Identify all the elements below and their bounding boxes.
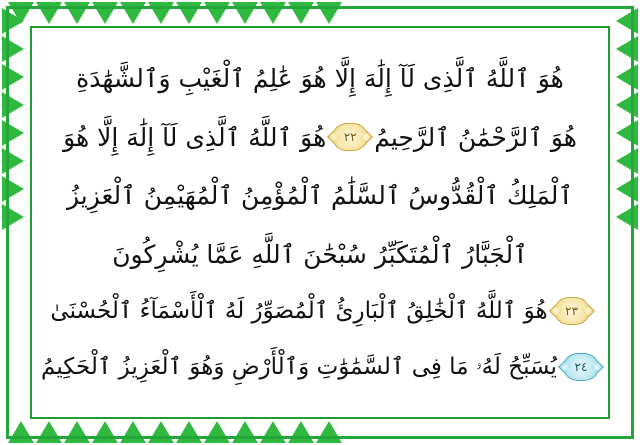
verse-text-block <box>41 36 596 409</box>
verse-marker-23 <box>554 297 590 325</box>
verse-marker-24 <box>563 353 599 381</box>
ayah-text-after: هُوَ ٱللَّهُ ٱلَّذِى لَآ إِلَٰهَ إِلَّا هُوَ <box>63 122 327 152</box>
ayah-line-2 <box>44 122 596 153</box>
ayah-text-before: هُوَ ٱلرَّحْمَٰنُ ٱلرَّحِيمُ <box>374 122 577 152</box>
ayah-line-4 <box>44 239 596 270</box>
ayah-line-1 <box>44 63 596 94</box>
ayah-line-5 <box>44 297 596 326</box>
verse-number: ٢٣ <box>565 303 579 318</box>
ayah-line-3 <box>44 180 596 211</box>
verse-marker-22 <box>332 123 368 151</box>
ayah-text-after: يُسَبِّحُ لَهُۥ مَا فِى ٱلسَّمَٰوَٰتِ وَٱلْأَرْضِ وَهُوَ ٱلْعَزِيزُ ٱلْحَكِيمُ <box>41 353 557 380</box>
ayah-text-after: هُوَ ٱللَّهُ ٱلْخَٰلِقُ ٱلْبَارِئُ ٱلْمُصَوِّرُ لَهُ ٱلْأَسْمَآءُ ٱلْحُسْنَىٰ <box>50 298 548 325</box>
ayah-text: ٱلْجَبَّارُ ٱلْمُتَكَبِّرُ سُبْحَٰنَ ٱللَّهِ عَمَّا يُشْرِكُونَ <box>112 239 528 269</box>
verse-number: ٢٤ <box>574 359 588 374</box>
ayah-text: هُوَ ٱللَّهُ ٱلَّذِى لَآ إِلَٰهَ إِلَّا هُوَ عَٰلِمُ ٱلْغَيْبِ وَٱلشَّهَٰدَةِ <box>76 64 564 94</box>
verse-number: ٢٢ <box>343 129 357 144</box>
ayah-text: ٱلْمَلِكُ ٱلْقُدُّوسُ ٱلسَّلَٰمُ ٱلْمُؤْمِنُ ٱلْمُهَيْمِنُ ٱلْعَزِيزُ <box>66 181 574 211</box>
ayah-line-6 <box>41 353 596 382</box>
